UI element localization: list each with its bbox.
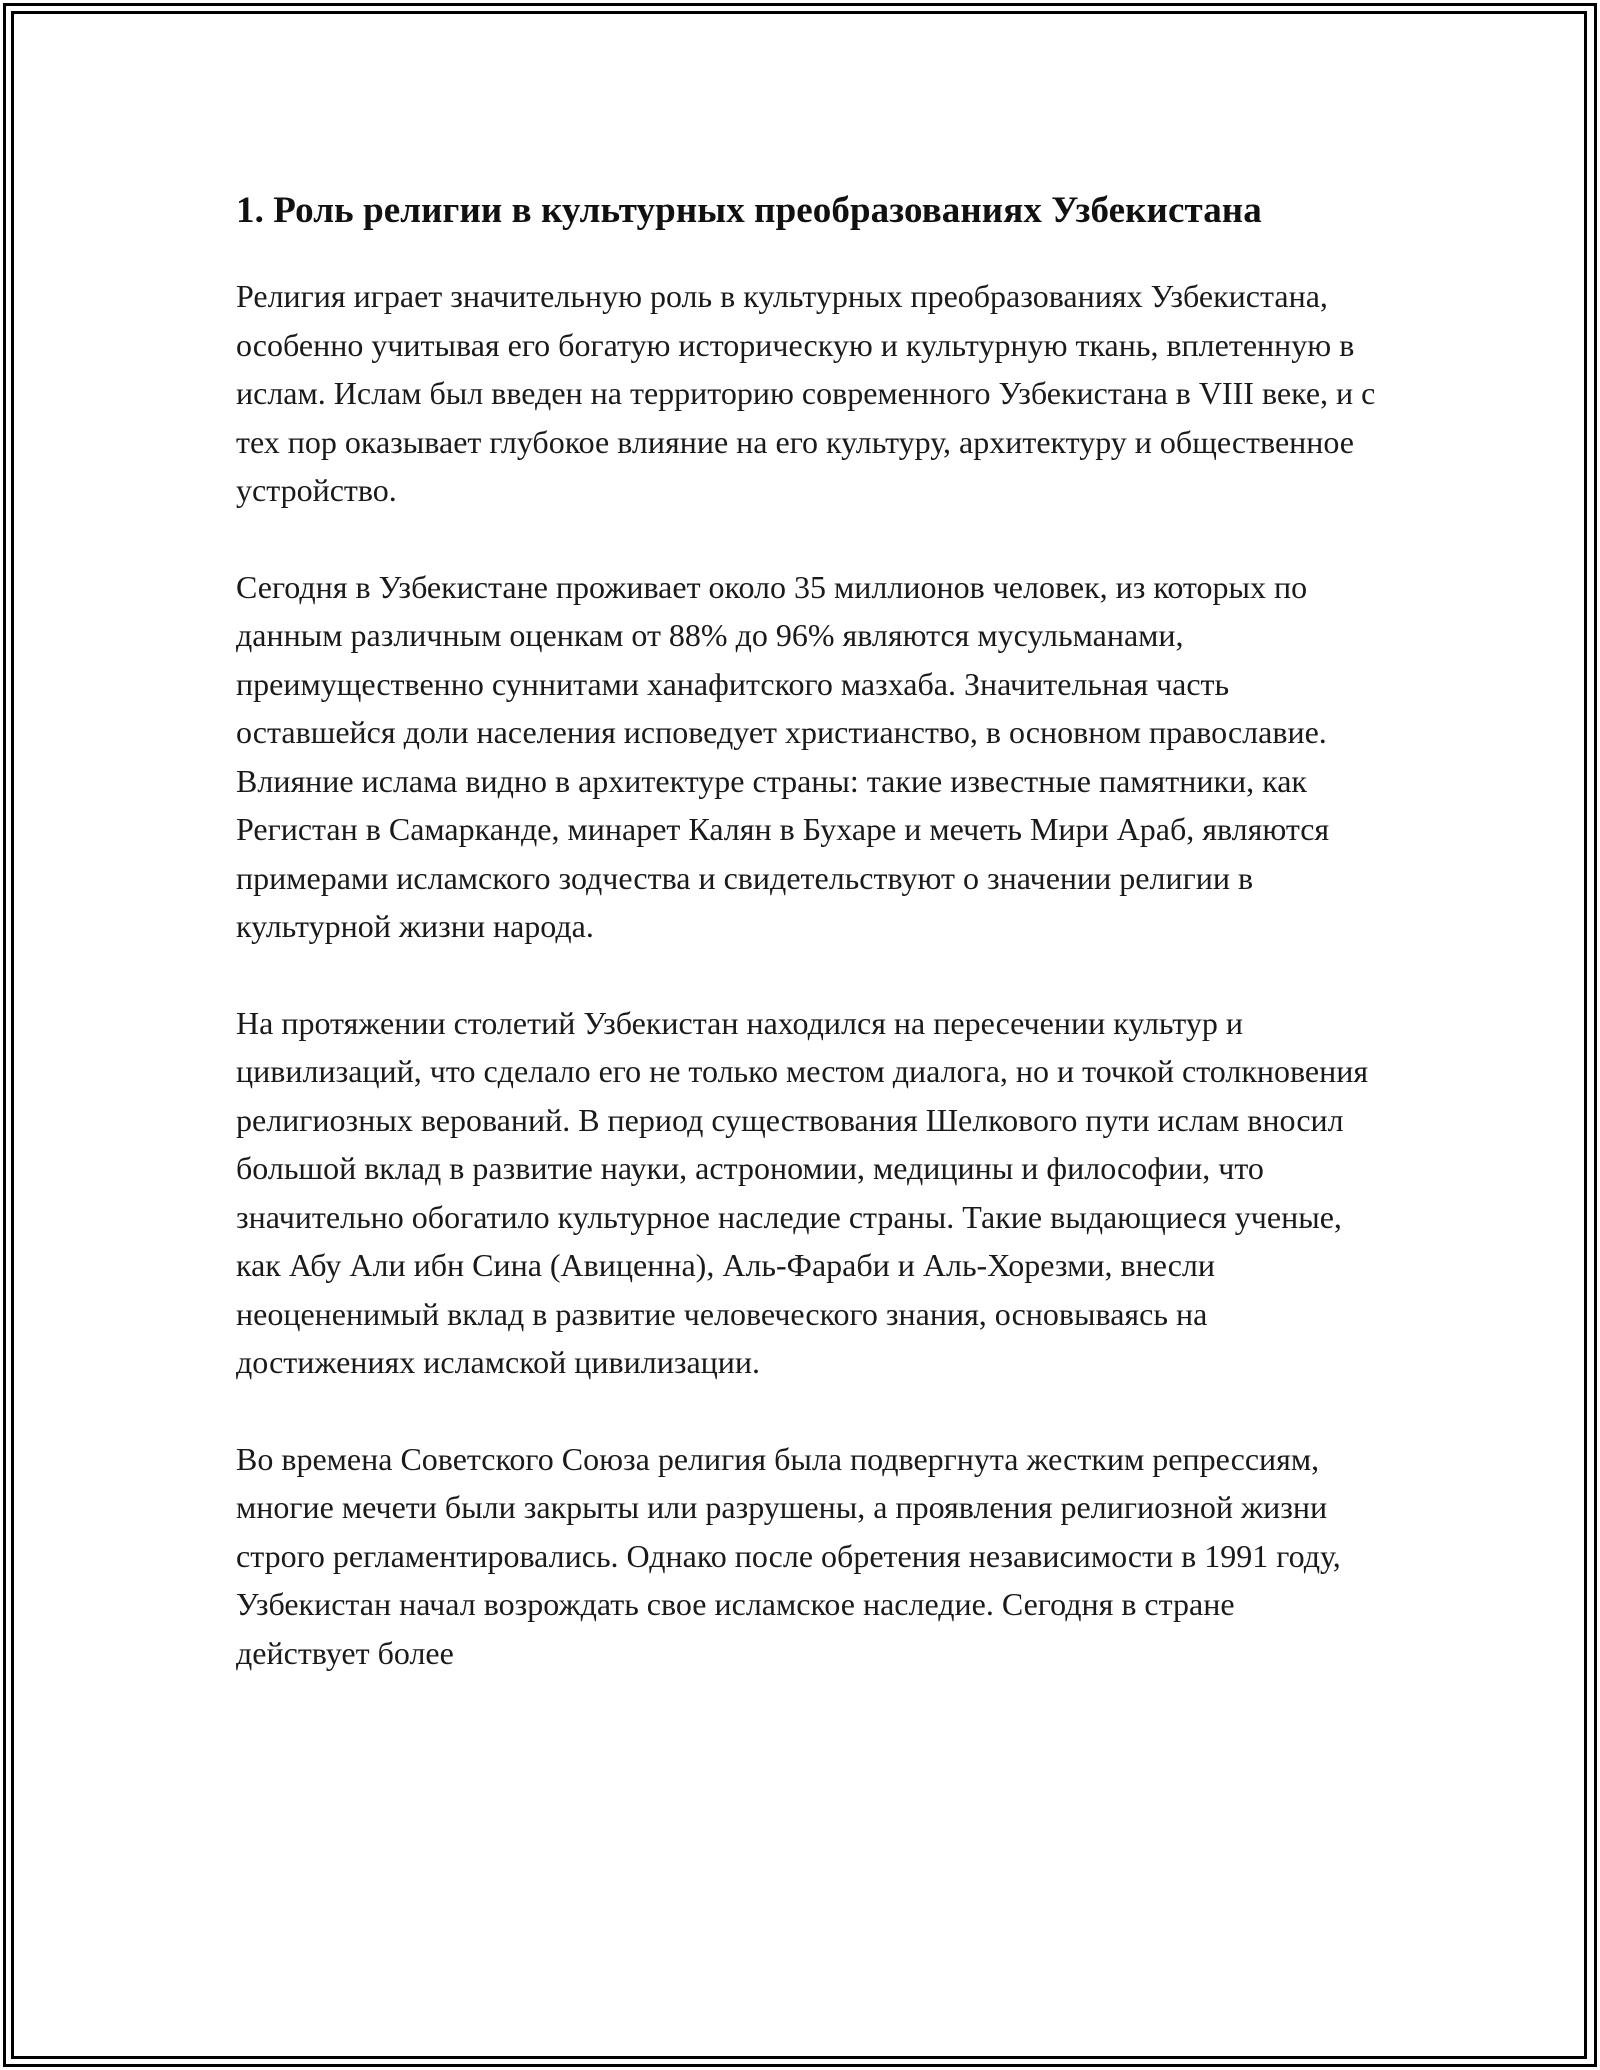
section-heading: 1. Роль религии в культурных преобразованиях Узбекистана	[236, 190, 1262, 231]
paragraph-population: Сегодня в Узбекистане проживает около 35 миллионов человек, из которых по данным различным оценкам от 88% до 96% являются мусульманами, преимущественно суннитами ханафитского мазхаба. Значительная часть оставшейся доли населения исповедует христианство, в основном православие. Влияние ислама видно в архитектуре страны: такие известные памятники, как Регистан в Самарканде, минарет Калян в Бухаре и мечеть Мири Араб, являются примерами исламского зодчества и свидетельствуют о значении религии в культурной жизни народа.	[236, 568, 1330, 944]
document-body	[236, 184, 1376, 1725]
paragraph-silk-road: На протяжении столетий Узбекистан находился на пересечении культур и цивилизаций, что сделало его не только местом диалога, но и точкой столкновения религиозных верований. В период существования Шелкового пути ислам вносил большой вклад в развитие науки, астрономии, медицины и философии, что значительно обогатило культурное наследие страны. Такие выдающиеся ученые, как Абу Али ибн Сина (Авиценна), Аль-Фараби и Аль-Хорезми, внесли неоцененимый вклад в развитие человеческого знания, основываясь на достижениях исламской цивилизации.	[236, 1004, 1369, 1380]
paragraph-soviet-era: Во времена Советского Союза религия была подвергнута жестким репрессиям, многие мечети были закрыты или разрушены, а проявления религиозной жизни строго регламентировались. Однако после обретения независимости в 1991 году, Узбекистан начал возрождать свое исламское наследие. Сегодня в стране действует более	[236, 1440, 1341, 1671]
paragraph-religion-role: Религия играет значительную роль в культурных преобразованиях Узбекистана, особенно учитывая его богатую историческую и культурную ткань, вплетенную в ислам. Ислам был введен на территорию современного Узбекистана в VIII веке, и с тех пор оказывает глубокое влияние на его культуру, архитектуру и общественное устройство.	[236, 278, 1376, 508]
